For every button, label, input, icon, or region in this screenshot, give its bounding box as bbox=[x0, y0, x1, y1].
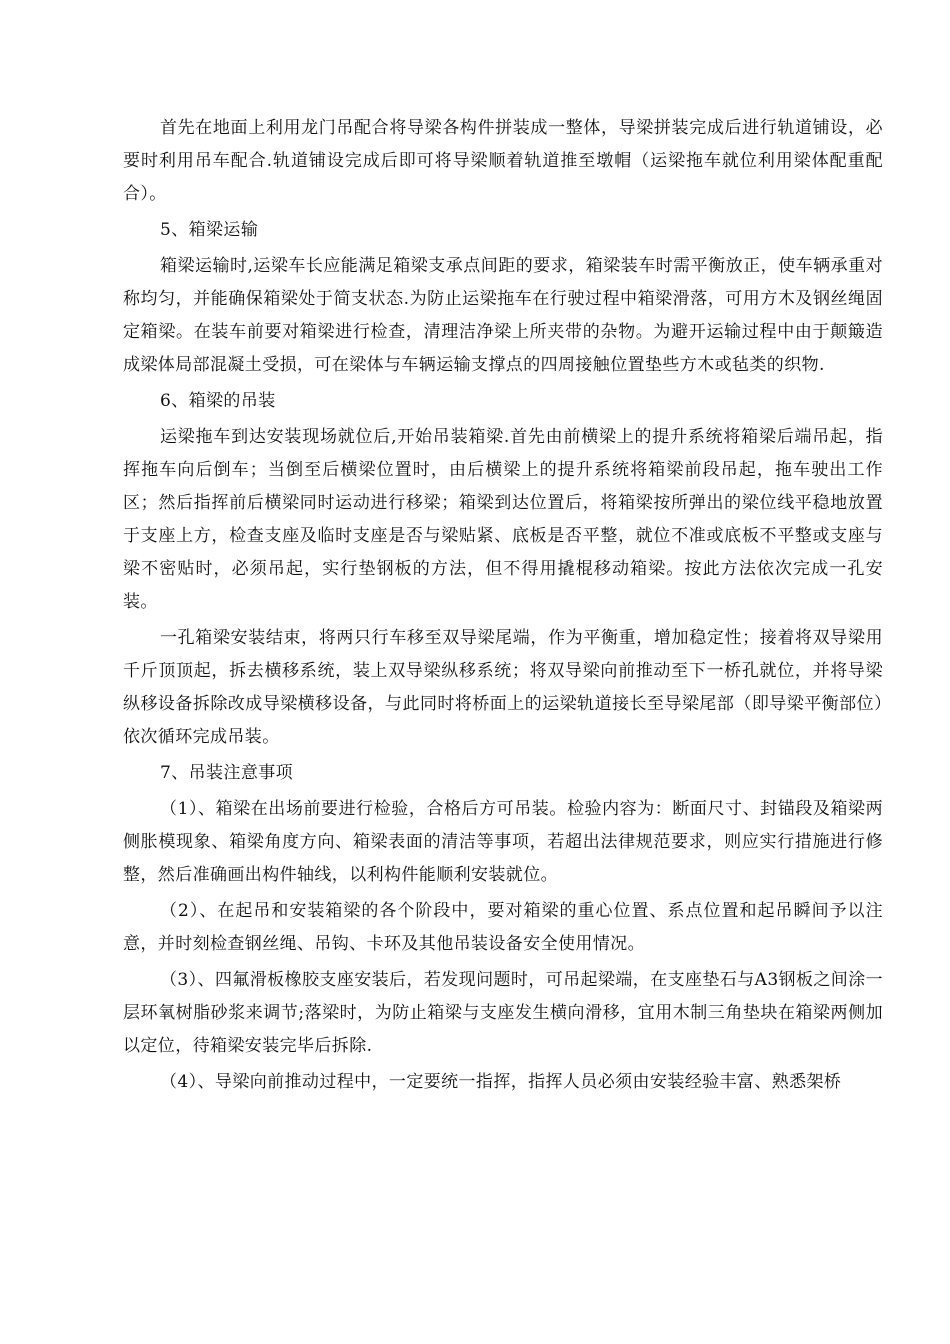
paragraph-guide-beam-assembly: 首先在地面上利用龙门吊配合将导梁各构件拼装成一整体，导梁拼装完成后进行轨道铺设，必要时利用吊车配合.轨道铺设完成后即可将导梁顺着轨道推至墩帽（运梁拖车就位利用梁体配重配合）。 bbox=[123, 118, 883, 204]
section-heading-5: 5、箱梁运输 bbox=[160, 220, 259, 240]
paragraph-note-4: （4）、导梁向前推动过程中，一定要统一指挥，指挥人员必须由安装经验丰富、熟悉架桥 bbox=[160, 1072, 842, 1092]
paragraph-note-2: （2）、在起吊和安装箱梁的各个阶段中，要对箱梁的重心位置、系点位置和起吊瞬间予以注意，并时刻检查钢丝绳、吊钩、卡环及其他吊装设备安全使用情况。 bbox=[123, 901, 883, 954]
document-body bbox=[123, 112, 883, 1102]
paragraph-note-3: （3）、四氟滑板橡胶支座安装后，若发现问题时，可吊起梁端，在支座垫石与A3钢板之间涂一层环氧树脂砂浆来调节;落梁时，为防止箱梁与支座发生横向滑移，宜用木制三角垫块在箱梁两侧加以定位，待箱梁安装完毕后拆除. bbox=[123, 970, 883, 1056]
section-heading-6: 6、箱梁的吊装 bbox=[160, 391, 276, 411]
paragraph-box-beam-transport: 箱梁运输时,运梁车长应能满足箱梁支承点间距的要求，箱梁装车时需平衡放正，使车辆承重对称均匀，并能确保箱梁处于简支状态.为防止运梁拖车在行驶过程中箱梁滑落，可用方木及钢丝绳固定箱梁。在装车前要对箱梁进行检查，清理洁净梁上所夹带的杂物。为避开运输过程中由于颠簸造成梁体局部混凝土受损，可在梁体与车辆运输支撑点的四周接触位置垫些方木或毡类的织物. bbox=[123, 256, 883, 375]
section-heading-7: 7、吊装注意事项 bbox=[160, 763, 294, 783]
paragraph-note-1: （1）、箱梁在出场前要进行检验，合格后方可吊装。检验内容为：断面尺寸、封锚段及箱梁两侧胀模现象、箱梁角度方向、箱梁表面的清洁等事项，若超出法律规范要求，则应实行措施进行修整，然后准确画出构件轴线，以利构件能顺利安装就位。 bbox=[123, 799, 883, 885]
paragraph-span-completion: 一孔箱梁安装结束，将两只行车移至双导梁尾端，作为平衡重，增加稳定性；接着将双导梁用千斤顶顶起，拆去横移系统，装上双导梁纵移系统；将双导梁向前推动至下一桥孔就位，并将导梁纵移设备拆除改成导梁横移设备，与此同时将桥面上的运梁轨道接长至导梁尾部（即导梁平衡部位）依次循环完成吊装。 bbox=[123, 628, 883, 747]
paragraph-box-beam-hoisting: 运梁拖车到达安装现场就位后,开始吊装箱梁.首先由前横梁上的提升系统将箱梁后端吊起，指挥拖车向后倒车；当倒至后横梁位置时，由后横梁上的提升系统将箱梁前段吊起，拖车驶出工作区；然后指挥前后横梁同时运动进行移梁；箱梁到达位置后，将箱梁按所弹出的梁位线平稳地放置于支座上方，检查支座及临时支座是否与梁贴紧、底板是否平整，就位不准或底板不平整或支座与梁不密贴时，必须吊起，实行垫钢板的方法，但不得用撬棍移动箱梁。按此方法依次完成一孔安装。 bbox=[123, 427, 883, 612]
